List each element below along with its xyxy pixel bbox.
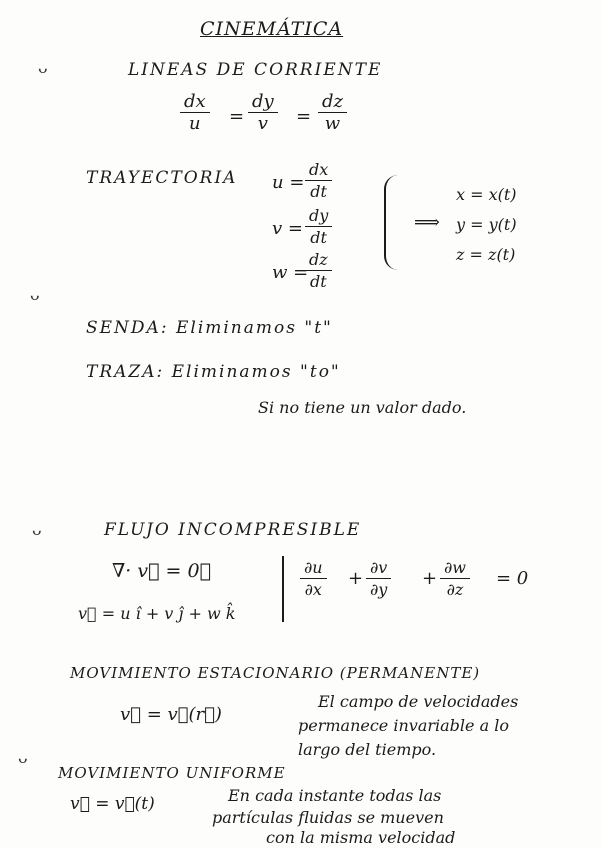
z-solution: z = z(t) <box>456 245 516 264</box>
margin-mark: ᴗ <box>38 58 48 77</box>
numerator: dz <box>318 92 347 113</box>
x-solution: x = x(t) <box>456 185 517 204</box>
numerator: ∂v <box>366 558 391 579</box>
stationary-note-line-2: permanece invariable a lo <box>298 716 509 735</box>
left-brace <box>384 175 398 270</box>
v-lhs: v = <box>272 218 303 239</box>
equals-zero: = 0 <box>496 568 529 589</box>
streamlines-heading: LINEAS DE CORRIENTE <box>128 60 383 80</box>
plus-sign: + <box>422 568 438 589</box>
denominator: dt <box>310 182 327 201</box>
denominator: ∂y <box>370 580 388 599</box>
equals-sign: = <box>229 106 245 127</box>
numerator: dx <box>305 160 332 181</box>
velocity-vector: v⃗ = u î + v ĵ + w k̂ <box>78 604 236 623</box>
fraction-dz-dt <box>305 250 332 293</box>
separator-bar <box>282 556 284 622</box>
numerator: dy <box>248 92 278 113</box>
traza-line: TRAZA: Eliminamos "to" <box>86 362 341 382</box>
fraction-dx-u <box>180 92 210 135</box>
denominator: w <box>324 113 341 134</box>
numerator: dy <box>305 206 332 227</box>
incompressible-heading: FLUJO INCOMPRESIBLE <box>104 520 362 540</box>
partial-w-z <box>440 558 470 601</box>
denominator: v <box>257 113 268 134</box>
margin-mark: ᴗ <box>32 520 42 539</box>
numerator: ∂u <box>300 558 327 579</box>
w-lhs: w = <box>272 262 309 283</box>
stationary-note-line-1: El campo de velocidades <box>318 692 519 711</box>
numerator: dz <box>305 250 332 271</box>
uniform-note-line-2: partículas fluidas se mueven <box>212 808 444 827</box>
denominator: ∂z <box>446 580 464 599</box>
fraction-dz-w <box>318 92 347 135</box>
partial-u-x <box>300 558 327 601</box>
denominator: u <box>189 113 201 134</box>
divergence-equation: ∇· v⃗ = 0⃗ <box>112 560 211 582</box>
stationary-formula: v⃗ = v⃗(r⃗) <box>120 704 222 725</box>
trajectory-heading: TRAYECTORIA <box>86 168 238 188</box>
fraction-dy-dt <box>305 206 332 249</box>
fraction-dx-dt <box>305 160 332 203</box>
denominator: dt <box>310 272 327 291</box>
equals-sign: = <box>296 106 312 127</box>
uniform-heading: MOVIMIENTO UNIFORME <box>58 764 286 782</box>
margin-mark: ᴗ <box>30 285 40 304</box>
stationary-heading: MOVIMIENTO ESTACIONARIO (PERMANENTE) <box>70 664 481 682</box>
numerator: dx <box>180 92 210 113</box>
plus-sign: + <box>348 568 364 589</box>
numerator: ∂w <box>440 558 470 579</box>
uniform-note-line-1: En cada instante todas las <box>228 786 442 805</box>
y-solution: y = y(t) <box>456 215 517 234</box>
uniform-note-line-3: con la misma velocidad <box>266 828 456 847</box>
margin-mark: ᴗ <box>18 748 28 767</box>
page-title: CINEMÁTICA <box>200 18 344 40</box>
u-lhs: u = <box>272 172 305 193</box>
stationary-note-line-3: largo del tiempo. <box>298 740 437 759</box>
uniform-formula: v⃗ = v⃗(t) <box>70 794 155 814</box>
implies-arrow: ⟹ <box>414 212 440 233</box>
denominator: ∂x <box>304 580 322 599</box>
senda-line: SENDA: Eliminamos "t" <box>86 318 333 338</box>
partial-v-y <box>366 558 391 601</box>
fraction-dy-v <box>248 92 278 135</box>
denominator: dt <box>310 228 327 247</box>
traza-note: Si no tiene un valor dado. <box>258 398 467 417</box>
